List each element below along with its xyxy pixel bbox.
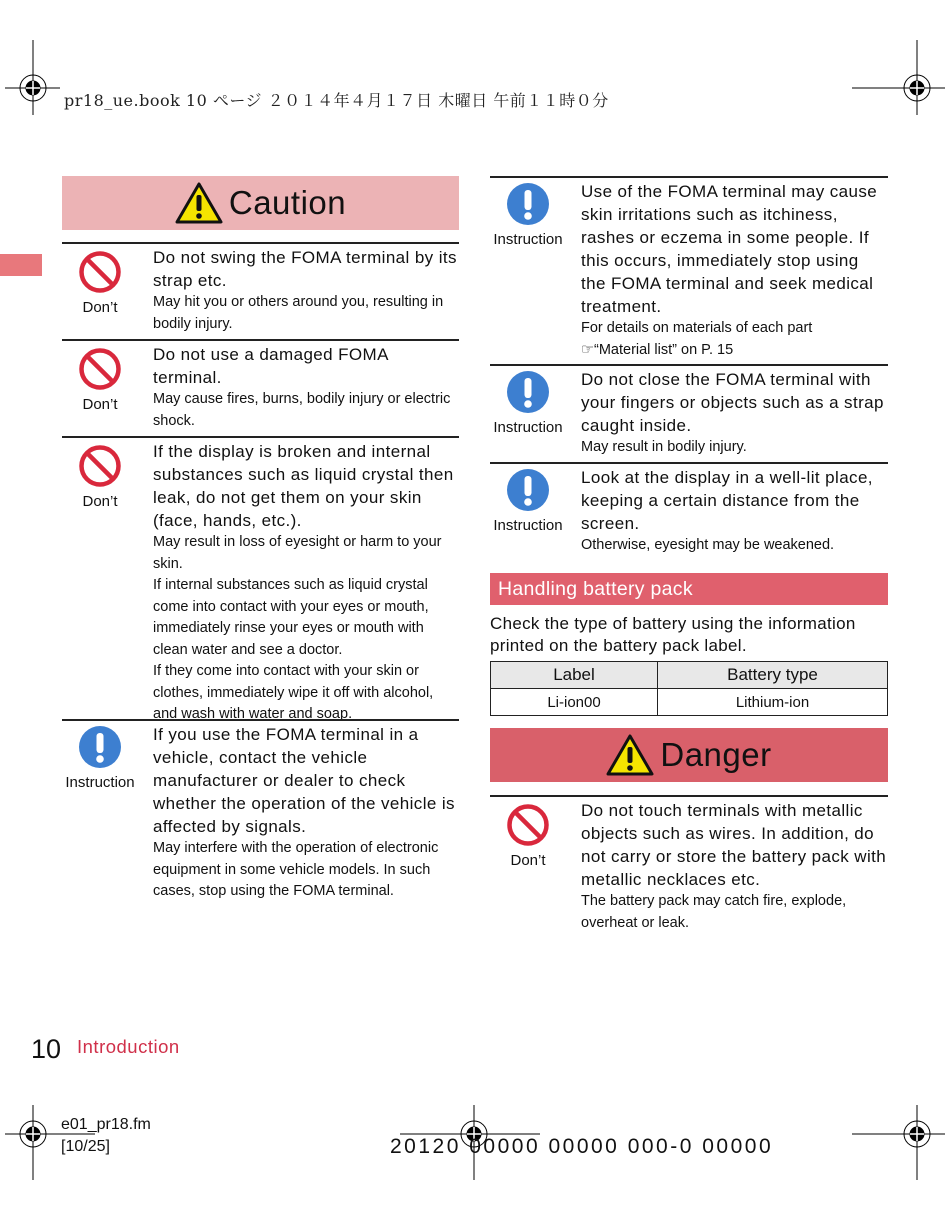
instruction-icon bbox=[506, 182, 550, 226]
battery-type-table bbox=[490, 661, 888, 716]
entry-sub-text: May result in bodily injury. bbox=[581, 439, 747, 455]
safety-entry bbox=[490, 795, 888, 931]
icon-label: Don’t bbox=[82, 493, 118, 510]
icon-label: Instruction bbox=[493, 517, 563, 534]
warning-triangle-icon bbox=[606, 733, 654, 777]
entry-main-text: Do not use a damaged FOMA terminal. bbox=[153, 345, 388, 387]
table-header-label: Label bbox=[491, 662, 658, 689]
entry-sub-text: May result in loss of eyesight or harm to your skin. bbox=[153, 534, 442, 572]
entry-sub-text: For details on materials of each part bbox=[581, 320, 813, 336]
entry-sub-text: May hit you or others around you, resulting in bodily injury. bbox=[153, 294, 444, 332]
instruction-icon-block bbox=[490, 370, 566, 436]
icon-label: Don’t bbox=[510, 852, 546, 869]
entry-body bbox=[153, 343, 459, 432]
battery-section-heading: Handling battery pack bbox=[490, 573, 888, 605]
dont-icon-block bbox=[62, 250, 138, 316]
entry-main-text: Do not touch terminals with metallic objects such as wires. In addition, do not carry or store the battery pack with metallic necklaces etc. bbox=[581, 801, 887, 889]
footer-code: 20120 00000 00000 000-0 00000 bbox=[390, 1135, 774, 1158]
caution-title: Caution bbox=[228, 184, 347, 221]
dont-icon-block bbox=[490, 803, 566, 869]
entry-body bbox=[581, 180, 888, 361]
safety-entry bbox=[490, 364, 888, 455]
entry-body bbox=[153, 723, 459, 903]
safety-entry bbox=[62, 339, 459, 429]
table-header-battery-type: Battery type bbox=[658, 662, 888, 689]
icon-label: Instruction bbox=[493, 419, 563, 436]
page-number: 10 bbox=[31, 1034, 62, 1064]
safety-entry bbox=[490, 462, 888, 553]
danger-banner bbox=[490, 728, 888, 782]
instruction-icon-block bbox=[490, 182, 566, 248]
instruction-icon-block bbox=[490, 468, 566, 534]
entry-main-text: If the display is broken and internal substances such as liquid crystal then leak, do not get them on your skin (face, hands, etc.). bbox=[153, 442, 454, 530]
safety-entry bbox=[62, 242, 459, 332]
instruction-icon-block bbox=[62, 725, 138, 791]
entry-sub-text: Otherwise, eyesight may be weakened. bbox=[581, 537, 835, 553]
dont-icon-block bbox=[62, 347, 138, 413]
table-cell-battery-type: Lithium-ion bbox=[658, 689, 888, 716]
entry-main-text: Use of the FOMA terminal may cause skin irritations such as itchiness, rashes or eczema in some people. If this occurs, immediately stop using the FOMA terminal and seek medical treatment. bbox=[581, 182, 878, 316]
entry-sub-text: If they come into contact with your skin or clothes, immediately wipe it off with alcohol, and wash with water and soap. bbox=[153, 663, 434, 722]
prohibition-icon bbox=[506, 803, 550, 847]
dont-icon-block bbox=[62, 444, 138, 510]
entry-sub-text: May interfere with the operation of electronic equipment in some vehicle models. In such cases, stop using the FOMA terminal. bbox=[153, 840, 439, 899]
section-tab-marker bbox=[0, 254, 42, 276]
section-label: Introduction bbox=[77, 1036, 180, 1057]
icon-label: Don’t bbox=[82, 299, 118, 316]
entry-sub-text: ☞“Material list” on P. 15 bbox=[581, 341, 734, 358]
footer-file-name: e01_pr18.fm bbox=[61, 1116, 151, 1133]
safety-entry bbox=[62, 436, 459, 722]
entry-body bbox=[153, 246, 459, 335]
entry-body bbox=[581, 799, 888, 934]
instruction-icon bbox=[506, 370, 550, 414]
entry-main-text: If you use the FOMA terminal in a vehicle, contact the vehicle manufacturer or dealer to check whether the operation of the vehicle is affected by signals. bbox=[153, 725, 455, 836]
entry-main-text: Do not swing the FOMA terminal by its strap etc. bbox=[153, 248, 457, 290]
footer-page-ref: [10/25] bbox=[61, 1138, 110, 1155]
icon-label: Don’t bbox=[82, 396, 118, 413]
caution-banner bbox=[62, 176, 459, 230]
warning-triangle-icon bbox=[175, 181, 223, 225]
entry-sub-text: If internal substances such as liquid crystal come into contact with your eyes or mouth, immediately rinse your eyes or mouth with clean water and see a doctor. bbox=[153, 577, 429, 658]
icon-label: Instruction bbox=[493, 231, 563, 248]
table-row bbox=[491, 689, 888, 716]
icon-label: Instruction bbox=[65, 774, 135, 791]
battery-intro-text: Check the type of battery using the information printed on the battery pack label. bbox=[490, 614, 856, 655]
safety-entry bbox=[490, 176, 888, 358]
entry-sub-text: The battery pack may catch fire, explode, overheat or leak. bbox=[581, 893, 847, 931]
safety-entry bbox=[62, 719, 459, 899]
print-header: pr18_ue.book 10 ページ ２０１４年４月１７日 木曜日 午前１１時０分 bbox=[64, 91, 609, 110]
entry-body bbox=[153, 440, 459, 726]
instruction-icon bbox=[506, 468, 550, 512]
entry-main-text: Do not close the FOMA terminal with your fingers or objects such as a strap caught inside. bbox=[581, 370, 884, 435]
instruction-icon bbox=[78, 725, 122, 769]
entry-sub-text: May cause fires, burns, bodily injury or electric shock. bbox=[153, 391, 451, 429]
entry-body bbox=[581, 368, 888, 459]
danger-title: Danger bbox=[660, 736, 772, 773]
table-cell-label: Li-ion00 bbox=[491, 689, 658, 716]
prohibition-icon bbox=[78, 444, 122, 488]
prohibition-icon bbox=[78, 347, 122, 391]
entry-body bbox=[581, 466, 888, 557]
entry-main-text: Look at the display in a well-lit place, keeping a certain distance from the screen. bbox=[581, 468, 873, 533]
prohibition-icon bbox=[78, 250, 122, 294]
